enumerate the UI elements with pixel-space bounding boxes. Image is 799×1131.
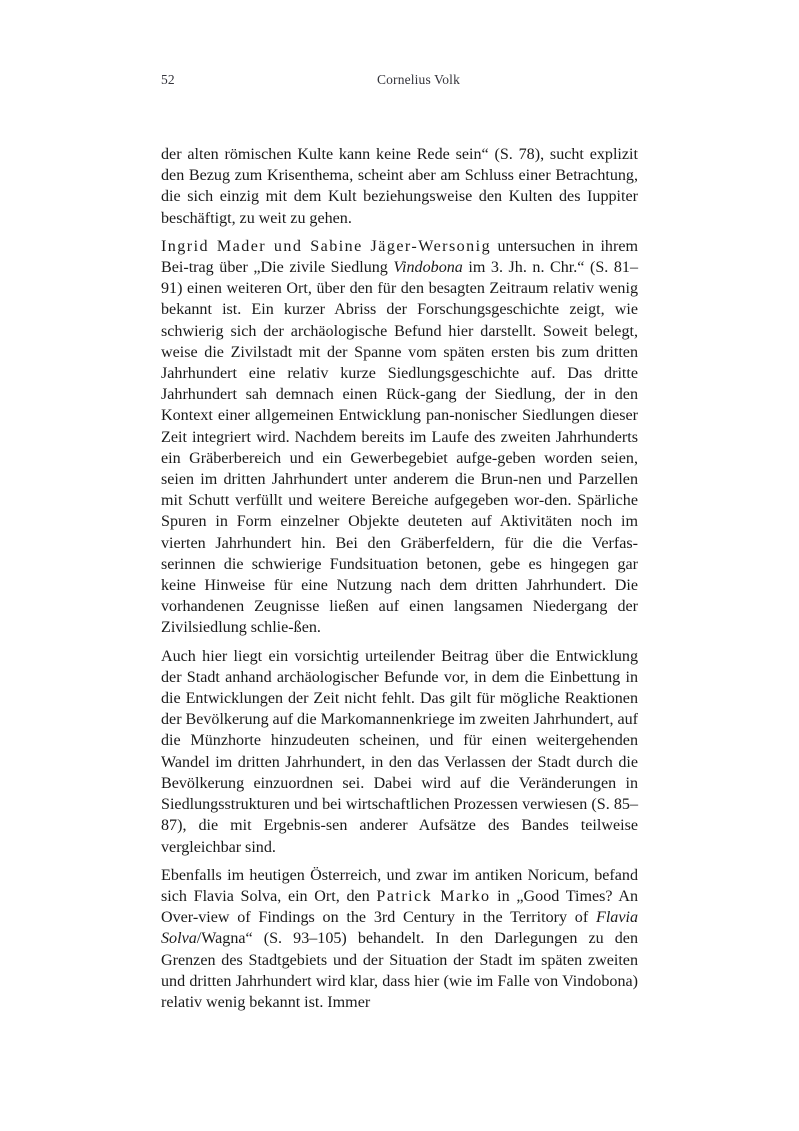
body-text-block (161, 144, 638, 1013)
running-head-title: Cornelius Volk (377, 72, 460, 87)
italic-title: Vindobona (393, 259, 463, 277)
text-run: im 3. Jh. n. Chr.“ (S. 81–91) einen weiteren Ort, über den für den besagten Zeitraum relativ wenig bekannt ist. Ein kurzer Abriss der Forschungsgeschichte zeigt, wie schwierig sich der archäologische Befund hier darstellt. Soweit belegt, weise die Zivilstadt mit der Spanne vom späten ersten bis zum dritten Jahrhundert eine relativ kurze Siedlungsgeschichte auf. Das dritte Jahrhundert sah demnach einen Rück-gang der Siedlung, der in den Kontext einer allgemeinen Entwicklung pan-nonischer Siedlungen dieser Zeit integriert wird. Nachdem bereits im Laufe des zweiten Jahrhunderts ein Gräberbereich und ein Gewerbegebiet aufge-geben worden seien, seien im dritten Jahrhundert unter anderem die Brun-nen und Parzellen mit Schutt verfüllt und weitere Bereiche aufgegeben wor-den. Spärliche Spuren in Form einzelner Objekte deuteten auf Aktivitäten noch im vierten Jahrhundert hin. Bei den Gräberfeldern, für die die Verfas-serinnen die schwierige Fundsituation betonen, gebe es hingegen gar keine Hinweise für eine Nutzung nach dem dritten Jahrhundert. Die vorhandenen Zeugnisse ließen auf einen langsamen Niedergang der Zivilsiedlung schlie-ßen. (161, 259, 639, 637)
paragraph-vindobona (161, 236, 638, 639)
running-head (161, 70, 638, 90)
paragraph-stadt: Auch hier liegt ein vorsichtig urteilender Beitrag über die Entwicklung der Stadt anhand archäologischer Befunde vor, in dem die Einbettung in die Entwicklungen der Zeit nicht fehlt. Das gilt für mögliche Reaktionen der Bevölkerung auf die Markomannenkriege im zweiten Jahrhundert, auf die Münzhorte hinzudeuten scheinen, und für einen weitergehenden Wandel im dritten Jahrhundert, in den das Verlassen der Stadt durch die Bevölkerung einzuordnen sei. Dabei wird auf die Veränderungen in Siedlungsstrukturen und bei wirtschaftlichen Prozessen verwiesen (S. 85–87), die mit Ergebnis-sen anderer Aufsätze des Bandes teilweise vergleichbar sind. (161, 647, 638, 856)
author-name: Patrick Marko (376, 887, 491, 905)
italic-title: Flavia Solva (161, 909, 638, 948)
paragraph-flavia-solva (161, 865, 638, 1013)
author-name: Ingrid Mader und Sabine Jäger-Wersonig (161, 237, 492, 255)
page-number: 52 (161, 72, 175, 87)
text-run: in „Good Times? An Over-view of Findings on the 3rd Century in the Territory of (161, 887, 638, 927)
paragraph-kulte: der alten römischen Kulte kann keine Rede sein“ (S. 78), sucht explizit den Bezug zum Krisenthema, scheint aber am Schluss einer Betrachtung, die sich einzig mit dem Kult beziehungsweise den Kulten des Iuppiter beschäftigt, zu weit zu gehen. (161, 146, 638, 227)
text-run: Ebenfalls im heutigen Österreich, und zwar im antiken Noricum, befand sich Flavia Solva, ein Ort, den (161, 866, 638, 905)
text-run: /Wagna“ (S. 93–105) behandelt. In den Darlegungen zu den Grenzen des Stadtgebiets und der Situation der Stadt im späten zweiten und dritten Jahrhundert wird klar, dass hier (wie im Falle von Vindobona) relativ wenig bekannt ist. Immer (161, 930, 638, 1011)
text-run: untersuchen in ihrem Bei-trag über „Die zivile Siedlung (161, 237, 638, 277)
